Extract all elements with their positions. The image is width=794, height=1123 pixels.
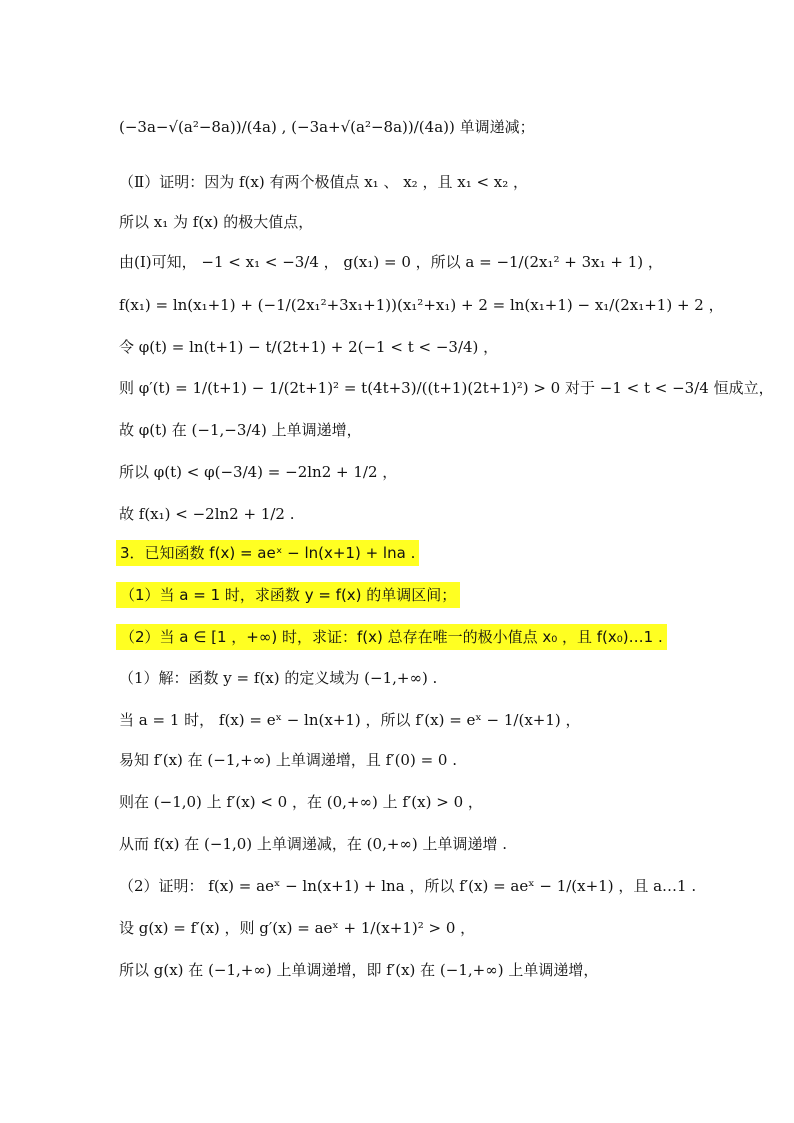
text-line-2: （Ⅱ）证明：因为 f(x) 有两个极值点 x₁ 、 x₂ ，且 x₁ < x₂ ，: [119, 173, 529, 191]
problem-3-statement: 3．已知函数 f(x) = aeˣ − ln(x+1) + lna .: [116, 540, 419, 566]
text-line-20: 设 g(x) = f′(x) ，则 g′(x) = aeˣ + 1/(x+1)² > 0 ，: [119, 919, 476, 937]
text-line-7: 则 φ′(t) = 1/(t+1) − 1/(2t+1)² = t(4t+3)/((t+1)(2t+1)²) > 0 对于 −1 < t < −3/4 恒成立，: [119, 379, 774, 397]
problem-3-part-1: （1）当 a = 1 时，求函数 y = f(x) 的单调区间；: [116, 582, 460, 608]
text-line-6: 令 φ(t) = ln(t+1) − t/(2t+1) + 2(−1 < t < −3/4) ，: [119, 338, 499, 356]
text-line-5: f(x₁) = ln(x₁+1) + (−1/(2x₁²+3x₁+1))(x₁²+x₁) + 2 = ln(x₁+1) − x₁/(2x₁+1) + 2 ，: [119, 296, 724, 314]
problem-3-part-2: （2）当 a ∈ [1 ，+∞) 时，求证：f(x) 总存在唯一的极小值点 x₀ ，且 f(x₀)…1 .: [116, 624, 667, 650]
text-line-17: 则在 (−1,0) 上 f′(x) < 0 ，在 (0,+∞) 上 f′(x) > 0 ，: [119, 793, 483, 811]
text-line-1: (−3a−√(a²−8a))/(4a) , (−3a+√(a²−8a))/(4a)) 单调递减；: [119, 118, 535, 136]
text-line-3: 所以 x₁ 为 f(x) 的极大值点，: [119, 213, 314, 231]
text-line-8: 故 φ(t) 在 (−1,−3/4) 上单调递增，: [119, 421, 362, 439]
text-line-19: （2）证明： f(x) = aeˣ − ln(x+1) + lna ，所以 f′(x) = aeˣ − 1/(x+1) ，且 a…1 .: [119, 877, 697, 895]
text-line-21: 所以 g(x) 在 (−1,+∞) 上单调递增，即 f′(x) 在 (−1,+∞) 上单调递增，: [119, 961, 599, 979]
text-line-18: 从而 f(x) 在 (−1,0) 上单调递减，在 (0,+∞) 上单调递增 .: [119, 835, 508, 853]
text-line-4: 由(I)可知， −1 < x₁ < −3/4 ， g(x₁) = 0 ，所以 a = −1/(2x₁² + 3x₁ + 1) ，: [119, 253, 663, 271]
text-line-16: 易知 f′(x) 在 (−1,+∞) 上单调递增，且 f′(0) = 0 .: [119, 751, 457, 769]
text-line-14: （1）解：函数 y = f(x) 的定义域为 (−1,+∞) .: [119, 669, 438, 687]
text-line-15: 当 a = 1 时， f(x) = eˣ − ln(x+1) ，所以 f′(x) = eˣ − 1/(x+1) ，: [119, 711, 581, 729]
text-line-10: 故 f(x₁) < −2ln2 + 1/2 .: [119, 505, 295, 523]
text-line-9: 所以 φ(t) < φ(−3/4) = −2ln2 + 1/2 ，: [119, 463, 398, 481]
